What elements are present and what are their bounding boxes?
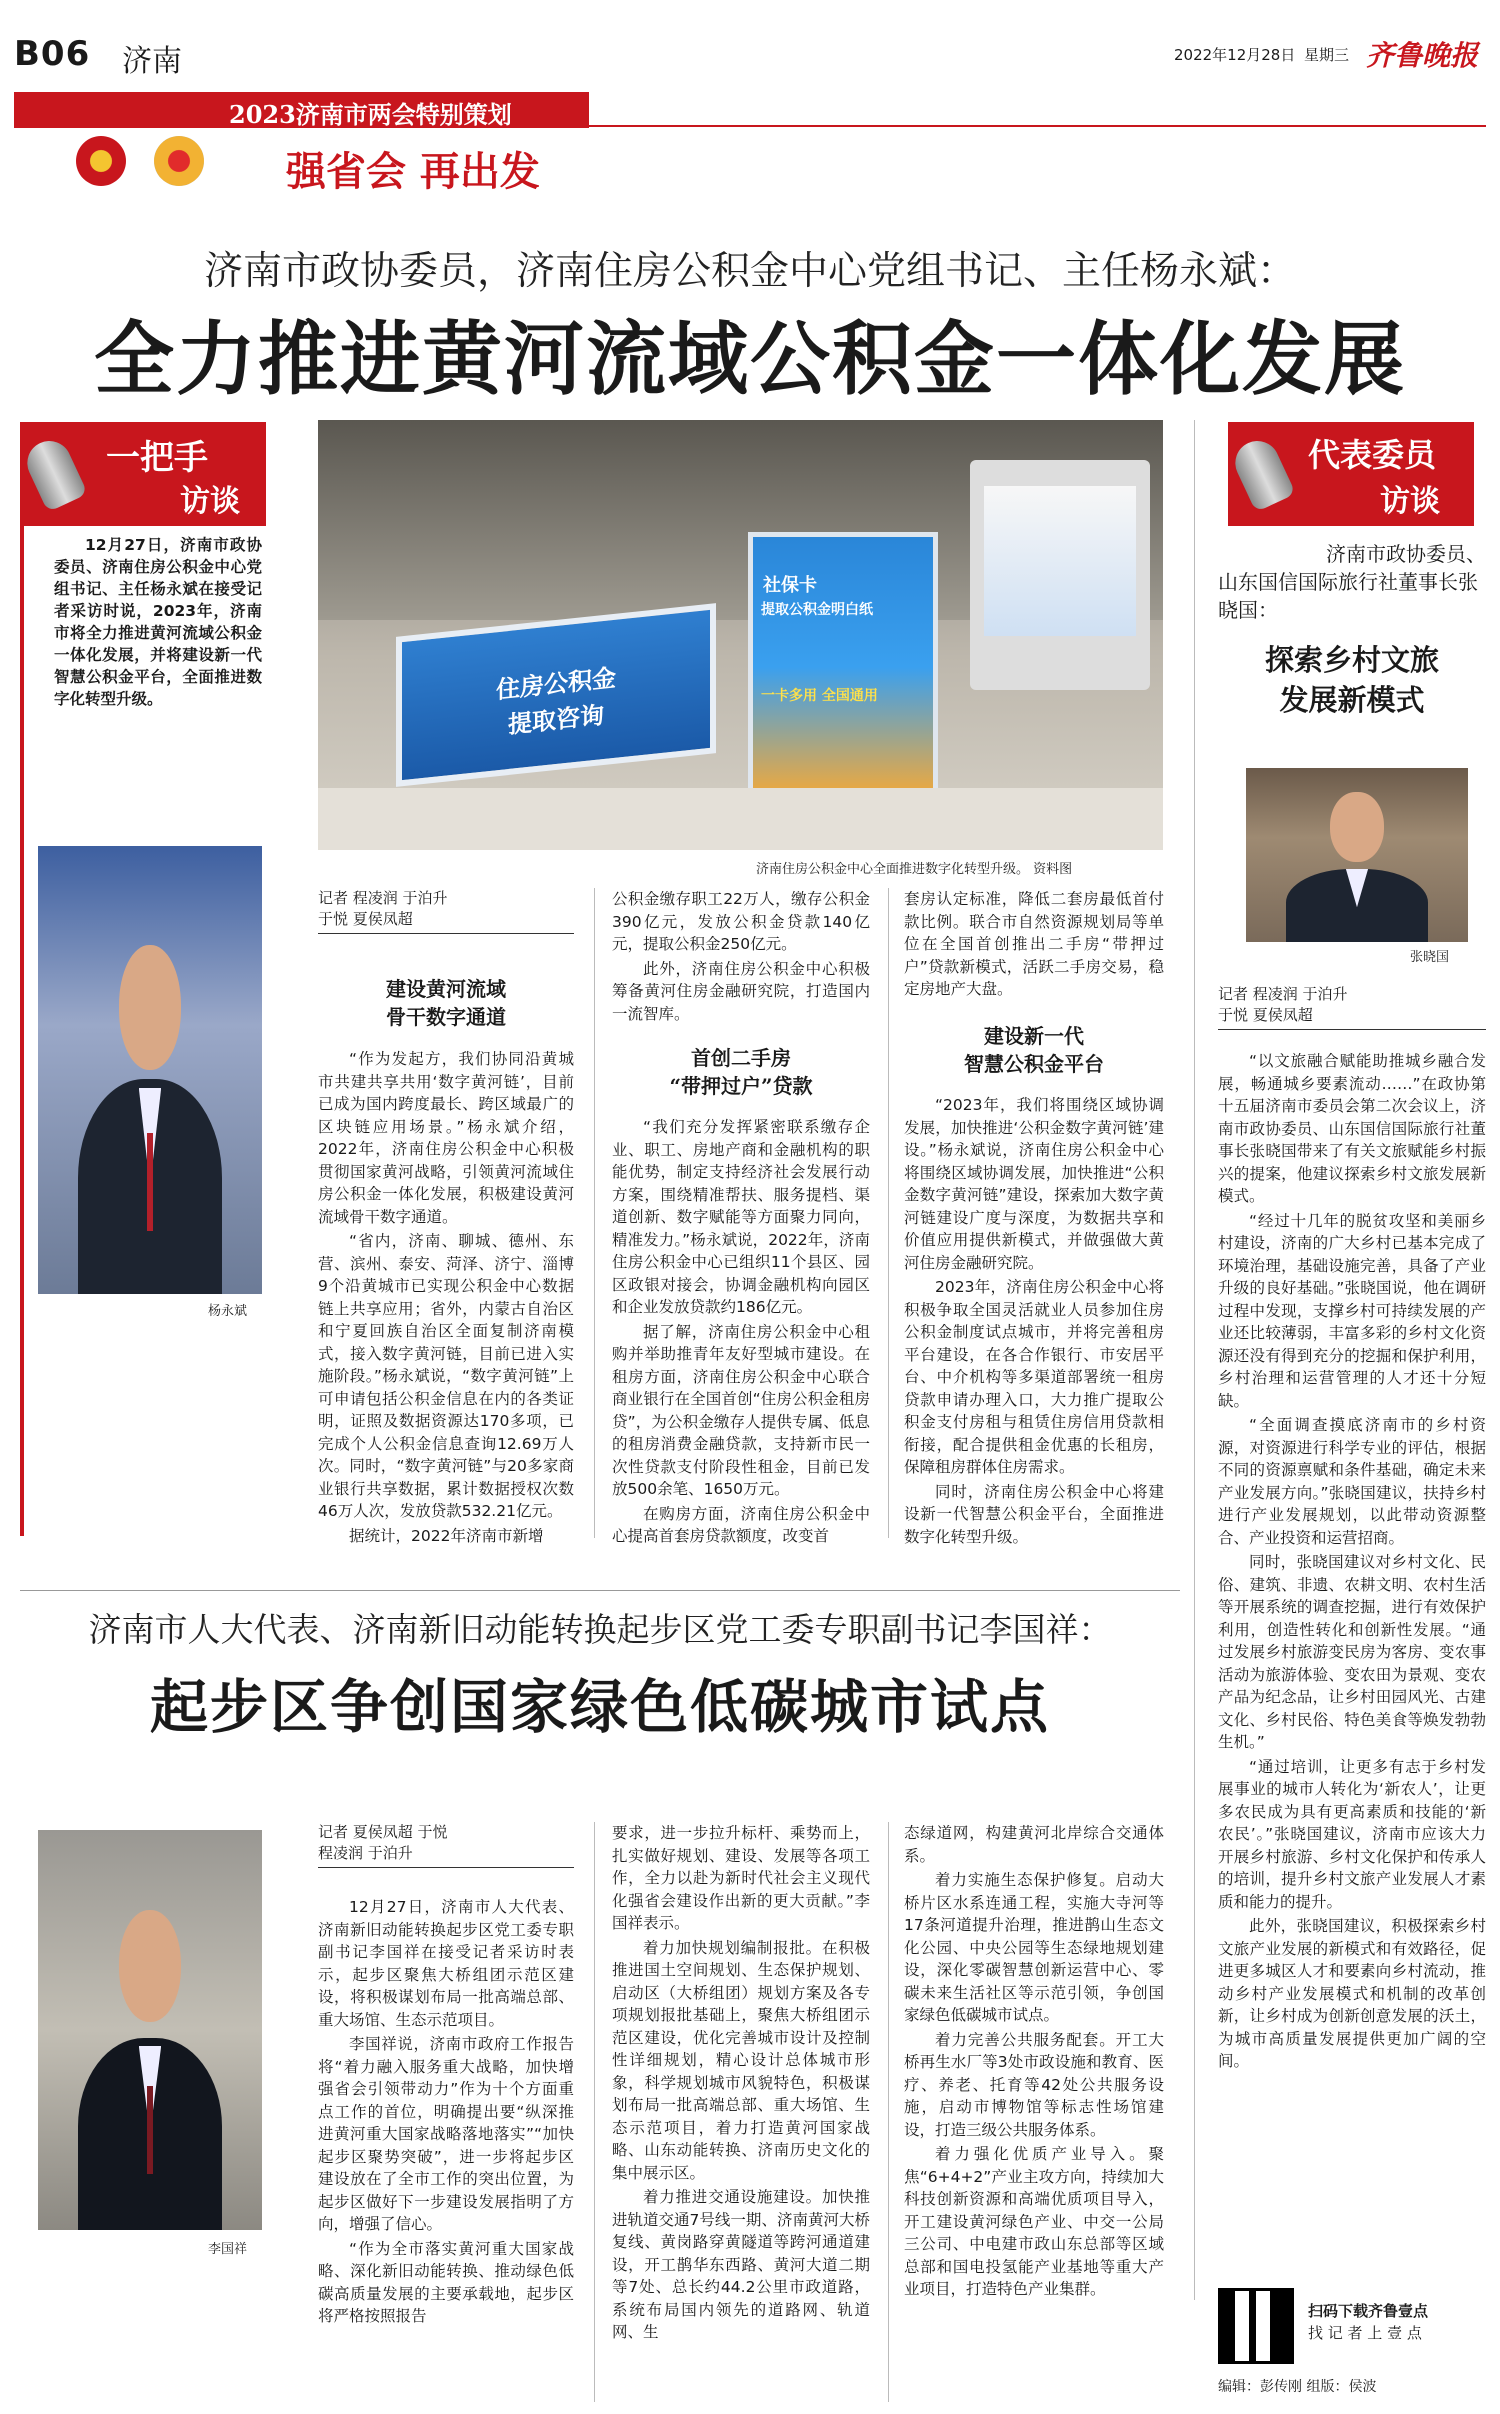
article2-para: 同时，张晓国建议对乡村文化、民俗、建筑、非遗、农耕文明、农村生活等开展系统的调查挖掘，进行有效保护利用，创造性转化和创新性发展。“通过发展乡村旅游变民房为客房、变农事活动为旅游体验、变农田为景观、变农产品为纪念品，让乡村田园风光、古建文化、乡村民俗、特色美食等焕发勃勃生机。” <box>1218 1553 1486 1751</box>
article1-byline <box>318 888 574 934</box>
section-name: 济南 <box>122 44 182 79</box>
qr-text-line2: 找 记 者 上 壹 点 <box>1308 2324 1422 2342</box>
badge2-line1: 代表委员 <box>1308 436 1437 474</box>
cppcc-emblem-icon <box>154 136 204 186</box>
microphone-icon <box>1228 434 1296 512</box>
col1-subhead-line1: 建设黄河流域 <box>386 977 506 1001</box>
article1-col2 <box>612 1116 870 1550</box>
article1-lead-text: 12月27日，济南市政协委员、济南住房公积金中心党组书记、主任杨永斌在接受记者采访时说，2023年，济南市将全力推进黄河流域公积金一体化发展，并将建设新一代智慧公积金平台，全面推进数字化转型升级。 <box>54 536 262 708</box>
article2-body <box>1218 1050 1486 2075</box>
portrait-yang <box>38 846 262 1294</box>
article2-headline <box>1218 640 1486 720</box>
qr-code-icon[interactable] <box>1218 2288 1294 2364</box>
article1-col3-para: 套房认定标准，降低二套房最低首付款比例。联合市自然资源规划局等单位在全国首创推出二手房“带押过户”贷款新模式，活跃二手房交易，稳定房地产大盘。 <box>904 890 1164 998</box>
article1-col3-para: “2023年，我们将围绕区域协调发展，加快推进‘公积金数字黄河链’建设。”杨永斌说，济南住房公积金中心将围绕区域协调发展，加快推进“公积金数字黄河链”建设，探索加大数字黄河链建设广度与深度，为数据共享和价值应用提供新模式，并做强做大黄河住房金融研究院。 <box>904 1096 1164 1272</box>
social-card-line2: 提取公积金明白纸 <box>761 602 873 618</box>
article2-para: “以文旅融合赋能助推城乡融合发展，畅通城乡要素流动……”在政协第十五届济南市委员会第二次会议上，济南市政协委员、山东国信国际旅行社董事长张晓国带来了有关文旅赋能乡村振兴的提案，他建议探索乡村文旅发展新模式。 <box>1218 1052 1486 1205</box>
article2-para: “全面调查摸底济南市的乡村资源，对资源进行科学专业的评估，根据不同的资源禀赋和条件基础，确定未来产业发展方向。”张晓国建议，扶持乡村进行产业发展规划，以此带动资源整合、产业投资和运营招商。 <box>1218 1416 1486 1547</box>
qr-text <box>1308 2300 1488 2344</box>
article1-col2-top <box>612 888 870 1027</box>
representative-interview-badge <box>1228 422 1474 526</box>
special-banner <box>14 92 1486 194</box>
masthead <box>14 34 1486 94</box>
article1-headline: 全力推进黄河流域公积金一体化发展 <box>94 312 1406 406</box>
article3-col1-para: 李国祥说，济南市政府工作报告将“着力融入服务重大战略，加快增强省会引领带动力”作为十个方面重点工作的首位，明确提出要“纵深推进黄河重大国家战略落地落实”“加快起步区聚势突破”，进一步将起步区建设放在了全市工作的突出位置，为起步区做好下一步建设发展指明了方向，增强了信心。 <box>318 2035 574 2233</box>
badge1-line1: 一把手 <box>106 438 208 478</box>
article2-byline-line1: 记者 程凌润 于泊升 <box>1218 985 1348 1003</box>
article1-left-rule <box>20 526 24 1536</box>
article2-byline-line2: 于悦 夏侯凤超 <box>1218 1006 1313 1024</box>
article2-kicker-line1: 济南市政协委员、 <box>1326 542 1486 566</box>
article1-col1-subhead <box>318 975 574 1031</box>
portrait-li <box>38 1830 262 2230</box>
article3-col3 <box>904 1822 1164 2303</box>
article2-byline <box>1218 984 1486 1030</box>
article1-byline-line1: 记者 程凌润 于泊升 <box>318 889 448 907</box>
page-number: B06 <box>14 34 91 74</box>
portrait-zhang-caption: 张晓国 <box>1410 950 1450 965</box>
consult-sign-line1: 住房公积金 <box>496 663 616 705</box>
article1-col3-subhead <box>904 1022 1164 1078</box>
article3-headline: 起步区争创国家绿色低碳城市试点 <box>149 1673 1050 1741</box>
article1-col2-para: 此外，济南住房公积金中心积极筹备黄河住房金融研究院，打造国内一流智库。 <box>612 959 870 1023</box>
article1-col1 <box>318 1048 574 1549</box>
consult-sign <box>396 603 716 787</box>
social-card-sign <box>748 532 938 802</box>
banner-slogan: 强省会 再出发 <box>286 148 540 195</box>
article3-col1-para: 12月27日，济南市人大代表、济南新旧动能转换起步区党工委专职副书记李国祥在接受记者采访时表示，起步区聚焦大桥组团示范区建设，将积极谋划布局一批高端总部、重大场馆、生态示范项目。 <box>318 1898 574 2029</box>
main-photo-caption: 济南住房公积金中心全面推进数字化转型升级。 资料图 <box>756 862 1073 877</box>
article1-lead <box>54 534 262 712</box>
article1-col2-para: 公积金缴存职工22万人，缴存公积金390亿元，发放公积金贷款140亿元，提取公积金250亿元。 <box>612 890 870 953</box>
col2-subhead-line2: “带押过户”贷款 <box>669 1074 813 1098</box>
article1-col3-top <box>904 888 1164 1003</box>
article2-kicker <box>1218 540 1486 624</box>
issue-weekday: 星期三 <box>1304 46 1350 64</box>
article2-headline-line2: 发展新模式 <box>1279 683 1425 717</box>
article3-col3-para: 态绿道网，构建黄河北岸综合交通体系。 <box>904 1824 1164 1865</box>
article3-kicker: 济南市人大代表、济南新旧动能转换起步区党工委专职副书记李国祥： <box>88 1610 1112 1649</box>
badge2-line2: 访谈 <box>1380 484 1440 519</box>
article3-col1-para: “作为全市落实黄河重大国家战略、深化新旧动能转换、推动绿色低碳高质量发展的主要承载地，起步区将严格按照报告 <box>318 2239 574 2325</box>
article1-col2-para: 据了解，济南住房公积金中心租购并举助推青年友好型城市建设。在租房方面，济南住房公积金中心联合商业银行在全国首创“住房公积金租房贷”，为公积金缴存人提供专属、低息的租房消费金融贷款，支持新市民一次性贷款支付阶段性租金，目前已发放500余笔、1650万元。 <box>612 1322 870 1498</box>
article1-col2-para: 在购房方面，济南住房公积金中心提高首套房贷款额度，改变首 <box>612 1504 870 1545</box>
social-card-line3: 一卡多用 全国通用 <box>761 688 878 704</box>
banner-series-title: 2023济南市两会特别策划 <box>229 100 512 129</box>
article1-col2-subhead <box>612 1044 870 1100</box>
article2-kicker-line2: 山东国信国际旅行社董事长张晓国： <box>1218 570 1478 622</box>
article1-byline-line2: 于悦 夏侯凤超 <box>318 910 413 928</box>
article3-byline-line1: 记者 夏侯凤超 于悦 <box>318 1823 448 1841</box>
article3-col3-para: 着力强化优质产业导入。聚焦“6+4+2”产业主攻方向，持续加大科技创新资源和高端优质项目导入，开工建设黄河绿色产业、中交一公局三公司、中电建市政山东总部等区域总部和国电投氢能产业基地等重大产业项目，打造特色产业集群。 <box>904 2145 1164 2298</box>
col1-subhead-line2: 骨干数字通道 <box>386 1005 506 1029</box>
article1-col3 <box>904 1094 1164 1550</box>
article1-col1-para: 据统计，2022年济南市新增 <box>349 1526 544 1545</box>
article1-kicker: 济南市政协委员，济南住房公积金中心党组书记、主任杨永斌： <box>203 249 1296 294</box>
article1-main-photo <box>318 420 1163 850</box>
portrait-li-caption: 李国祥 <box>208 2242 248 2257</box>
paper-logo: 齐鲁晚报 <box>1366 39 1479 72</box>
article2-para: “经过十几年的脱贫攻坚和美丽乡村建设，济南的广大乡村已基本完成了环境治理，基础设施完善，具备了产业升级的良好基础。”张晓国说，他在调研过程中发现，支撑乡村可持续发展的产业还比较薄弱，丰富多彩的乡村文化资源还没有得到充分的挖掘和保护利用，乡村治理和运营管理的人才还十分短缺。 <box>1218 1211 1486 1410</box>
consult-sign-line2: 提取咨询 <box>508 700 604 740</box>
article3-byline-line2: 程凌润 于泊升 <box>318 1844 413 1862</box>
article3-col3-para: 着力完善公共服务配套。开工大桥再生水厂等3处市政设施和教育、医疗、养老、托育等42处公共服务设施，启动市博物馆等标志性场馆建设，打造三级公共服务体系。 <box>904 2030 1164 2139</box>
microphone-icon <box>20 434 88 512</box>
banner-rule <box>589 125 1486 127</box>
article1-col1-para: “作为发起方，我们协同沿黄城市共建共享共用‘数字黄河链’，目前已成为国内跨度最长、跨区域最广的区块链应用场景。”杨永斌介绍，2022年，济南住房公积金中心积极贯彻国家黄河战略，引领黄河流域住房公积金一体化发展，积极建设黄河流域骨干数字通道。 <box>318 1050 574 1226</box>
article3-col2 <box>612 1822 870 2346</box>
national-emblem-icon <box>76 136 126 186</box>
issue-date: 2022年12月28日 <box>1174 46 1296 64</box>
article2-para: “通过培训，让更多有志于乡村发展事业的城市人转化为‘新农人’，让更多农民成为具有更高素质和技能的‘新农民’。”张晓国建议，济南市应该大力开展乡村旅游、乡村文化保护和传承人的培训，提升乡村文旅产业发展人才素质和能力的提升。 <box>1218 1757 1486 1911</box>
article3-col2-para: 要求，进一步拉升标杆、乘势而上，扎实做好规划、建设、发展等各项工作，全力以赴为新时代社会主义现代化强省会建设作出新的更大贡献。”李国祥表示。 <box>612 1824 870 1932</box>
col2-subhead-line1: 首创二手房 <box>691 1046 791 1070</box>
article3-col1 <box>318 1896 574 2330</box>
one-hand-interview-badge <box>20 422 266 526</box>
tablet-kiosk <box>970 460 1150 690</box>
article3-col2-para: 着力加快规划编制报批。在积极推进国土空间规划、生态保护规划、启动区（大桥组团）规划方案及各专项规划报批基础上，聚焦大桥组团示范区建设，优化完善城市设计及控制性详细规划，精心设计总体城市形象，科学规划城市风貌特色，积极谋划布局一批高端总部、重大场馆、生态示范项目，着力打造黄河国家战略、山东动能转换、济南历史文化的集中展示区。 <box>612 1938 870 2182</box>
article1-col2-para: “我们充分发挥紧密联系缴存企业、职工、房地产商和金融机构的职能优势，制定支持经济社会发展行动方案，围绕精准帮扶、服务提档、渠道创新、数字赋能等方面聚力同向，精准发力。”杨永斌说，2022年，济南住房公积金中心已组织11个县区、园区政银对接会，协调金融机构向园区和企业发放贷款约186亿元。 <box>612 1118 870 1316</box>
article3-col2-para: 着力推进交通设施建设。加快推进轨道交通7号线一期、济南黄河大桥复线、黄岗路穿黄隧道等跨河通道建设，开工鹊华东西路、黄河大道二期等7处、总长约44.2公里市政道路，系统布局国内领先的道路网、轨道网、生 <box>612 2188 870 2341</box>
badge1-line2: 访谈 <box>180 484 240 519</box>
article3-byline <box>318 1822 574 1868</box>
portrait-zhang <box>1246 768 1468 942</box>
col3-subhead-line2: 智慧公积金平台 <box>964 1052 1104 1076</box>
article2-para: 此外，张晓国建议，积极探索乡村文旅产业发展的新模式和有效路径，促进更多城区人才和要素向乡村流动，推动乡村产业发展模式和机制的改革创新，让乡村成为创新创意发展的沃土，为城市高质量发展提供更加广阔的空间。 <box>1218 1917 1486 2070</box>
qr-text-line1: 扫码下载齐鲁壹点 <box>1308 2302 1429 2320</box>
col3-subhead-line1: 建设新一代 <box>984 1024 1084 1048</box>
portrait-yang-caption: 杨永斌 <box>208 1304 248 1319</box>
editor-credit: 编辑：彭传刚 组版：侯波 <box>1218 2379 1377 2395</box>
article2-headline-line1: 探索乡村文旅 <box>1264 643 1439 677</box>
article1-col1-para: “省内，济南、聊城、德州、东营、滨州、泰安、菏泽、济宁、淄博9个沿黄城市已实现公积金中心数据链上共享应用；省外，内蒙古自治区和宁夏回族自治区全面复制济南模式，接入数字黄河链，目前已进入实施阶段。”杨永斌说，“数字黄河链”上可申请包括公积金信息在内的各类证明，证照及数据资源达170多项，已完成个人公积金信息查询12.69万人次。同时，“数字黄河链”与20多家商业银行共享数据，累计数据授权次数46万人次，发放贷款532.21亿元。 <box>318 1232 574 1520</box>
article1-col3-para: 2023年，济南住房公积金中心将积极争取全国灵活就业人员参加住房公积金制度试点城市，并将完善租房平台建设，在各合作银行、市安居平台、中介机构等多渠道部署统一租房贷款申请办理入口，大力推广提取公积金支付房租与租赁住房信用贷款相衔接，配合提供租金优惠的长租房，保障租房群体住房需求。 <box>904 1278 1164 1476</box>
article3-top-rule <box>20 1590 1180 1591</box>
article3-col3-para: 着力实施生态保护修复。启动大桥片区水系连通工程，实施大寺河等17条河道提升治理，推进鹊山生态文化公园、中央公园等生态绿地规划建设，深化零碳智慧创新运营中心、零碳未来生活社区等示范引领，争创国家绿色低碳城市试点。 <box>904 1871 1164 2024</box>
article1-col3-para: 同时，济南住房公积金中心将建设新一代智慧公积金平台，全面推进数字化转型升级。 <box>904 1482 1164 1546</box>
social-card-line1: 社保卡 <box>763 575 817 596</box>
